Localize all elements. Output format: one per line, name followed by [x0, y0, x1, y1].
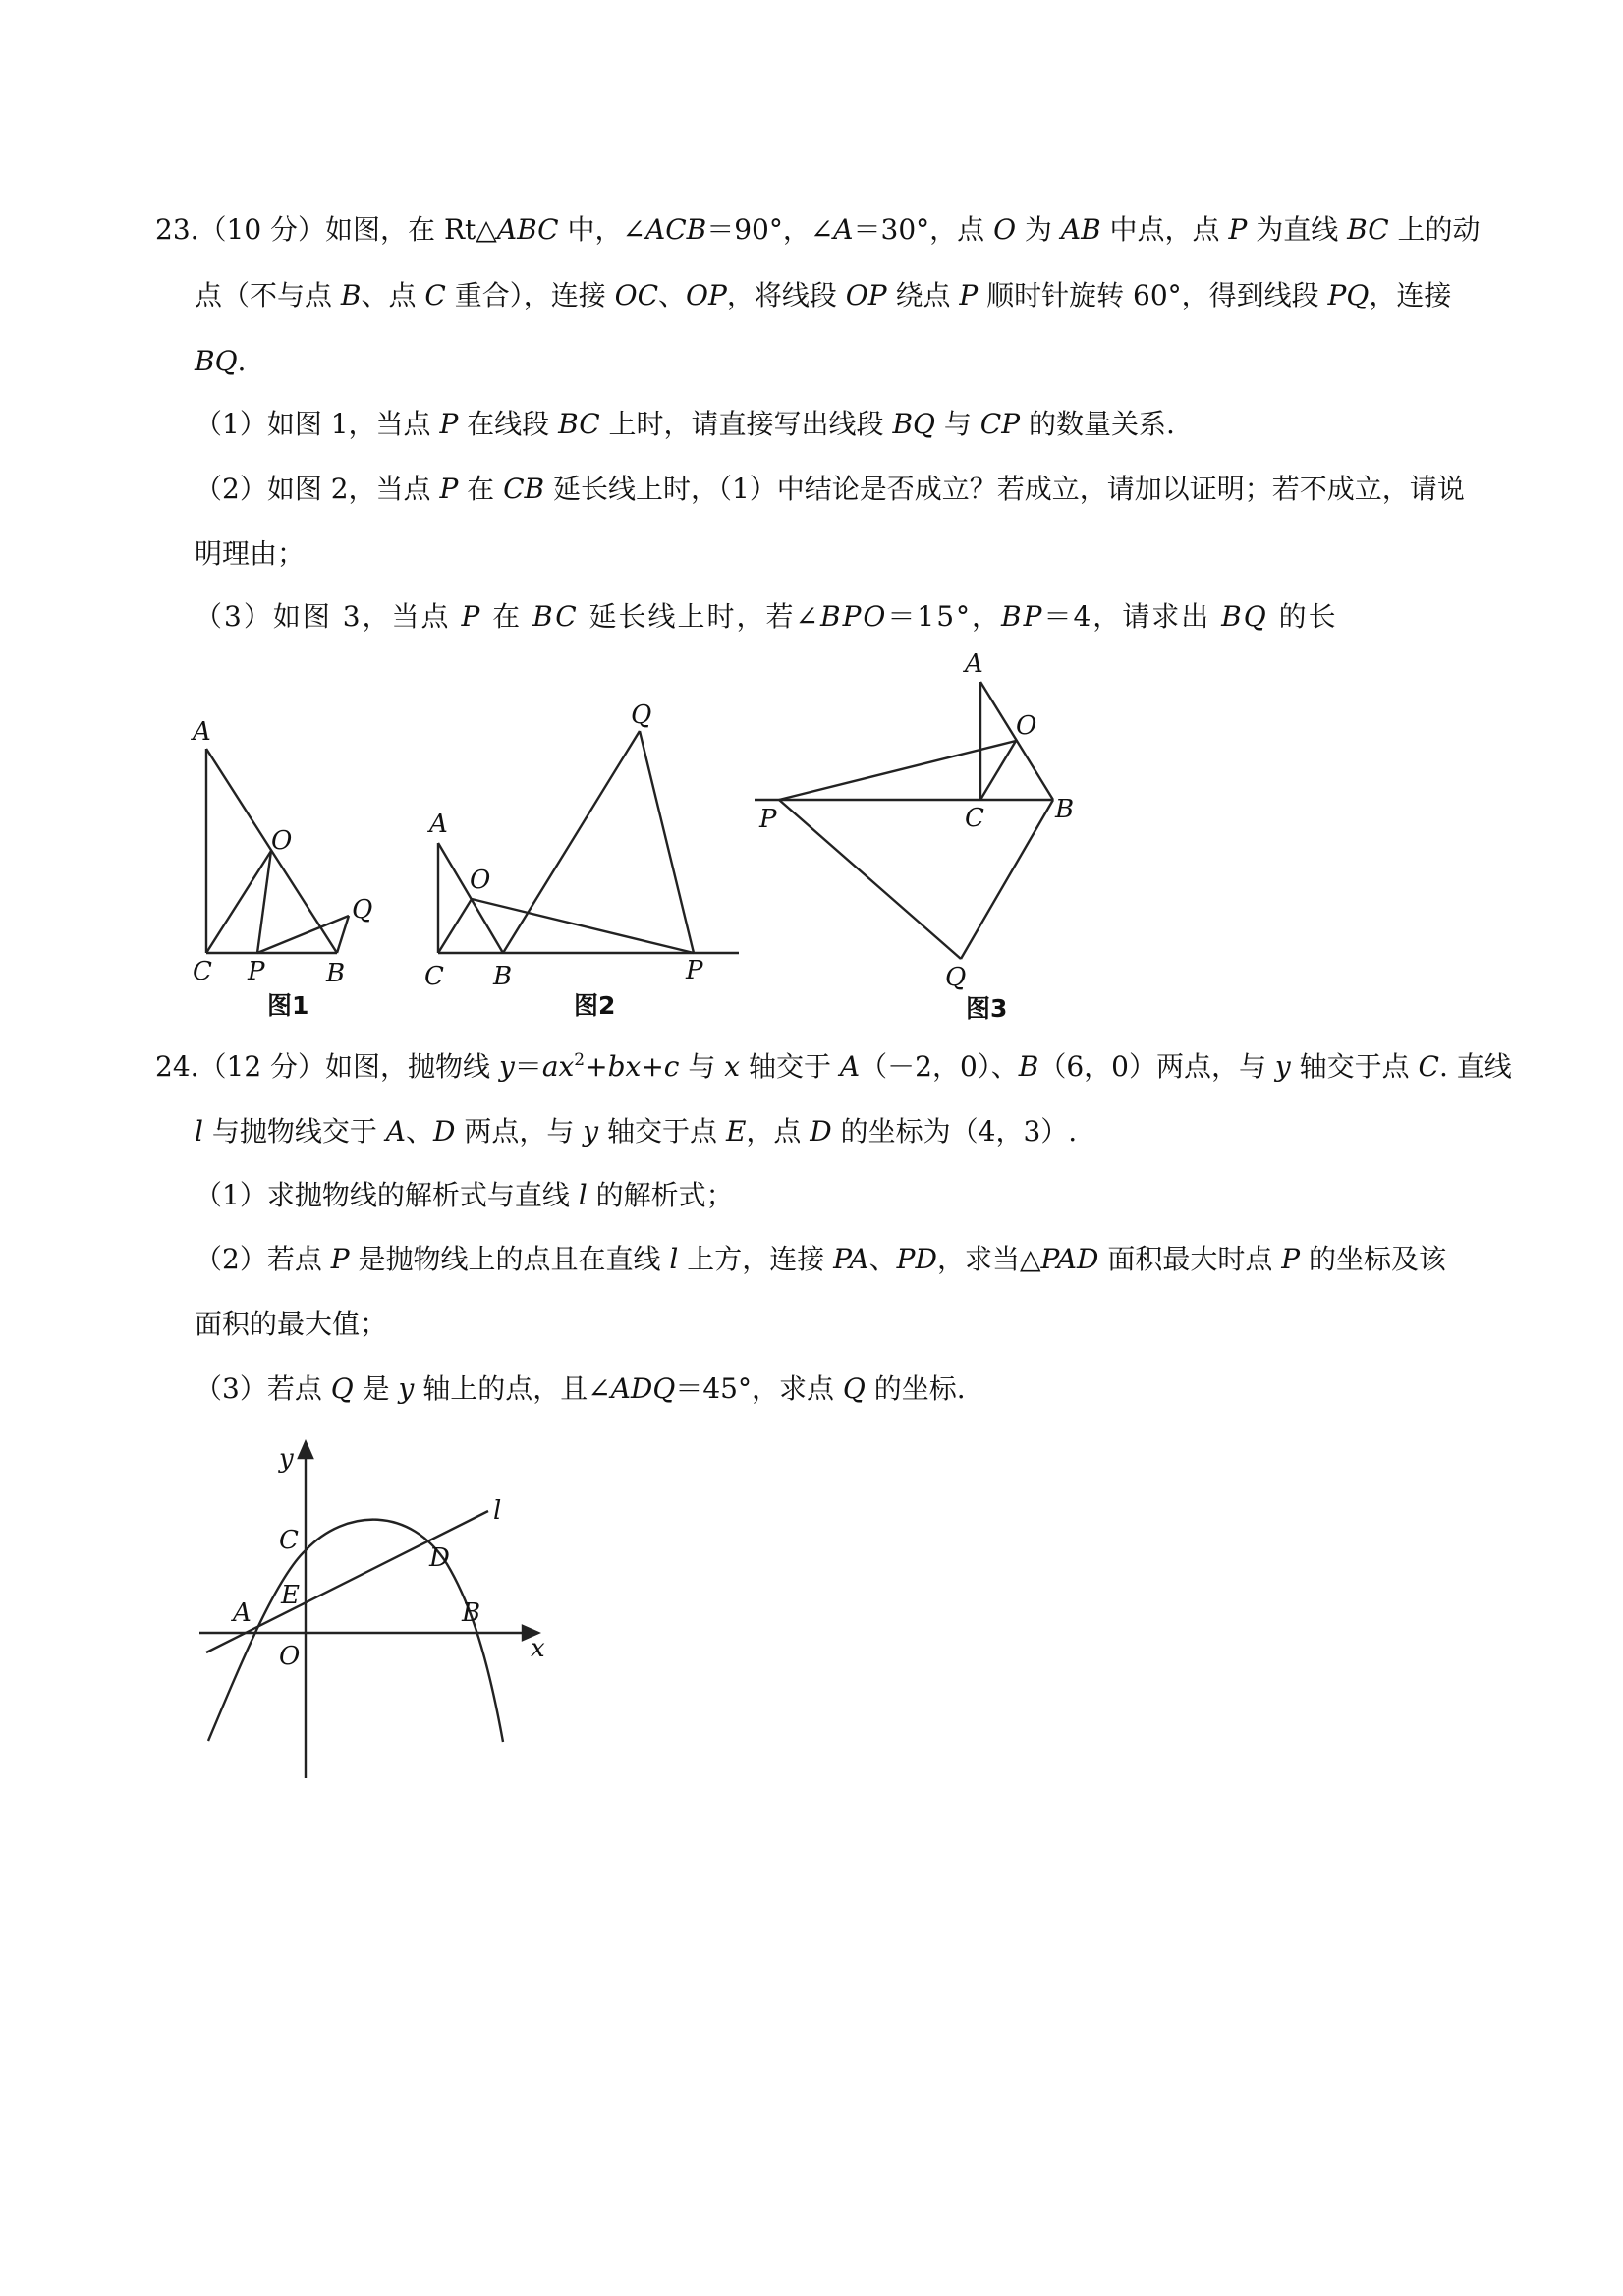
fig3-label-c: C: [965, 804, 984, 833]
fig1-label-c: C: [193, 957, 212, 986]
graph-label-c: C: [279, 1526, 299, 1555]
graph-label-e: E: [281, 1581, 300, 1610]
graph-label-y: y: [279, 1444, 294, 1474]
fig1-label-a: A: [193, 717, 211, 747]
q23-line-2: 点（不与点 B、点 C 重合），连接 OC、OP，将线段 OP 绕点 P 顺时针旋转 60°，得到线段 PQ，连接: [195, 279, 1452, 311]
fig1-caption: 图1: [267, 991, 309, 1020]
q24-number: 24.: [155, 1050, 199, 1083]
graph-label-a: A: [233, 1598, 252, 1628]
graph-label-l: l: [493, 1496, 502, 1526]
y-axis-arrow-icon: [299, 1442, 312, 1458]
fig2-label-o: O: [470, 866, 491, 895]
fig3-label-b: B: [1055, 795, 1075, 824]
q24-part-3: （3）若点 Q 是 y 轴上的点，且∠ADQ＝45°，求点 Q 的坐标.: [195, 1372, 966, 1405]
fig1-label-p: P: [248, 957, 265, 986]
q24-line-1: 24.（12 分）如图，抛物线 $y=ax^2+bx+c$ 与 x 轴交于 A（－2，0）、B（6，0）两点，与 y 轴交于点 C. 直线: [155, 1050, 1512, 1083]
graph-label-x: x: [531, 1634, 545, 1663]
graph-label-d: D: [429, 1543, 450, 1573]
q23-part-1: （1）如图 1，当点 P 在线段 BC 上时，请直接写出线段 BQ 与 CP 的数量关系.: [195, 408, 1175, 440]
fig2-label-p: P: [686, 956, 703, 985]
parabola-curve: [208, 1520, 503, 1742]
fig2-label-a: A: [429, 810, 448, 839]
q23-part-2-cont: 明理由；: [195, 537, 306, 570]
fig3-caption: 图3: [966, 994, 1008, 1023]
fig1-label-o: O: [271, 826, 293, 856]
fig3-label-p: P: [759, 805, 777, 834]
q23-part-2: （2）如图 2，当点 P 在 CB 延长线上时，（1）中结论是否成立？若成立，请加以证明；若不成立，请说: [195, 473, 1465, 505]
graph-label-o: O: [279, 1642, 301, 1671]
fig1-label-q: Q: [352, 895, 373, 924]
fig2-label-q: Q: [631, 700, 652, 730]
q24-line-2: l 与抛物线交于 A、D 两点，与 y 轴交于点 E，点 D 的坐标为（4，3）.: [195, 1115, 1078, 1148]
q24-part-1: （1）求抛物线的解析式与直线 l 的解析式；: [195, 1179, 734, 1211]
q23-line-1: 23.（10 分）如图，在 Rt△ABC 中，∠ACB＝90°，∠A＝30°，点 O 为 AB 中点，点 P 为直线 BC 上的动: [155, 213, 1481, 246]
q23-part-3: （3）如图 3，当点 P 在 BC 延长线上时，若∠BPO＝15°，BP＝4，请求出 BQ 的长: [195, 600, 1338, 633]
q23-line-3: BQ.: [195, 345, 247, 377]
q24-part-2-cont: 面积的最大值；: [195, 1308, 388, 1340]
fig3-label-o: O: [1016, 711, 1037, 741]
q24-part-2: （2）若点 P 是抛物线上的点且在直线 l 上方，连接 PA、PD，求当△PAD 面积最大时点 P 的坐标及该: [195, 1243, 1447, 1275]
fig2-label-c: C: [424, 962, 444, 991]
fig2-caption: 图2: [574, 991, 616, 1020]
fig2-label-b: B: [493, 962, 513, 991]
fig3-label-q: Q: [945, 963, 967, 992]
fig3-label-a: A: [965, 649, 983, 679]
line-l: [206, 1511, 488, 1652]
fig1-label-b: B: [326, 959, 346, 988]
q23-number: 23.: [155, 213, 199, 246]
graph-label-b: B: [462, 1598, 481, 1628]
